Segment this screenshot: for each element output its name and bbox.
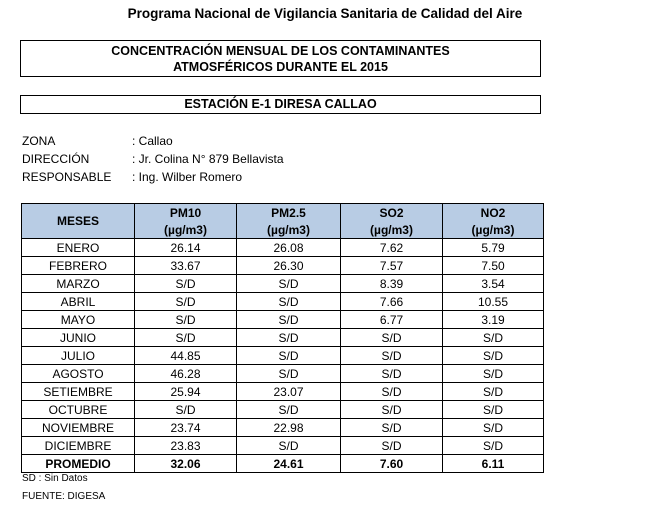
- header-so2: SO2: [341, 204, 443, 222]
- month-cell: OCTUBRE: [22, 401, 135, 419]
- source-note: FUENTE: DIGESA: [22, 491, 106, 502]
- value-cell: 23.83: [135, 437, 237, 455]
- value-cell: 32.06: [135, 455, 237, 473]
- concentration-table: [21, 203, 544, 473]
- value-cell: 23.07: [237, 383, 341, 401]
- report-title-box: [20, 40, 541, 77]
- value-cell: S/D: [237, 293, 341, 311]
- value-cell: 22.98: [237, 419, 341, 437]
- value-cell: 8.39: [341, 275, 443, 293]
- month-cell: JULIO: [22, 347, 135, 365]
- value-cell: S/D: [237, 437, 341, 455]
- header-pm25: PM2.5: [237, 204, 341, 222]
- value-cell: 6.77: [341, 311, 443, 329]
- value-cell: S/D: [341, 365, 443, 383]
- station-title: ESTACIÓN E-1 DIRESA CALLAO: [20, 95, 541, 114]
- value-cell: 44.85: [135, 347, 237, 365]
- table-row: [22, 401, 544, 419]
- month-cell: ABRIL: [22, 293, 135, 311]
- unit-pm10: (µg/m3): [135, 221, 237, 239]
- value-cell: S/D: [443, 347, 544, 365]
- value-cell: S/D: [135, 401, 237, 419]
- report-title-line2: ATMOSFÉRICOS DURANTE EL 2015: [173, 60, 388, 74]
- program-title: Programa Nacional de Vigilancia Sanitaria de Calidad del Aire: [127, 6, 523, 21]
- info-value: : Callao: [132, 134, 173, 148]
- table-row: [22, 347, 544, 365]
- value-cell: S/D: [443, 383, 544, 401]
- table-row: [22, 239, 544, 257]
- value-cell: 23.74: [135, 419, 237, 437]
- month-cell: FEBRERO: [22, 257, 135, 275]
- month-cell: JUNIO: [22, 329, 135, 347]
- value-cell: 46.28: [135, 365, 237, 383]
- value-cell: S/D: [341, 347, 443, 365]
- value-cell: S/D: [443, 365, 544, 383]
- value-cell: S/D: [135, 311, 237, 329]
- value-cell: S/D: [237, 311, 341, 329]
- value-cell: 25.94: [135, 383, 237, 401]
- value-cell: S/D: [237, 365, 341, 383]
- table-row: [22, 365, 544, 383]
- info-label: DIRECCIÓN: [22, 152, 90, 166]
- average-row: [22, 455, 544, 473]
- month-cell: SETIEMBRE: [22, 383, 135, 401]
- month-cell: ENERO: [22, 239, 135, 257]
- value-cell: 26.30: [237, 257, 341, 275]
- month-cell: PROMEDIO: [22, 455, 135, 473]
- month-cell: AGOSTO: [22, 365, 135, 383]
- table-row: [22, 329, 544, 347]
- table-header-row: [22, 204, 544, 222]
- value-cell: S/D: [341, 383, 443, 401]
- value-cell: S/D: [135, 275, 237, 293]
- table-row: [22, 275, 544, 293]
- value-cell: 26.08: [237, 239, 341, 257]
- value-cell: 7.60: [341, 455, 443, 473]
- month-cell: DICIEMBRE: [22, 437, 135, 455]
- unit-pm25: (µg/m3): [237, 221, 341, 239]
- value-cell: 5.79: [443, 239, 544, 257]
- value-cell: S/D: [237, 347, 341, 365]
- value-cell: S/D: [341, 329, 443, 347]
- value-cell: 7.66: [341, 293, 443, 311]
- header-no2: NO2: [443, 204, 544, 222]
- info-value: : Jr. Colina N° 879 Bellavista: [132, 152, 284, 166]
- value-cell: 7.50: [443, 257, 544, 275]
- unit-so2: (µg/m3): [341, 221, 443, 239]
- value-cell: S/D: [237, 275, 341, 293]
- value-cell: 7.62: [341, 239, 443, 257]
- info-row-responsable: [22, 168, 284, 186]
- month-cell: MARZO: [22, 275, 135, 293]
- table-row: [22, 311, 544, 329]
- value-cell: S/D: [341, 419, 443, 437]
- value-cell: 24.61: [237, 455, 341, 473]
- value-cell: 10.55: [443, 293, 544, 311]
- value-cell: S/D: [443, 419, 544, 437]
- month-cell: NOVIEMBRE: [22, 419, 135, 437]
- value-cell: S/D: [341, 437, 443, 455]
- info-label: RESPONSABLE: [22, 170, 112, 184]
- unit-no2: (µg/m3): [443, 221, 544, 239]
- report-title-line1: CONCENTRACIÓN MENSUAL DE LOS CONTAMINANTES: [111, 44, 450, 58]
- table-row: [22, 257, 544, 275]
- value-cell: S/D: [135, 329, 237, 347]
- info-row-direccion: [22, 150, 284, 168]
- value-cell: 3.54: [443, 275, 544, 293]
- header-meses: MESES: [22, 204, 135, 239]
- header-pm10: PM10: [135, 204, 237, 222]
- info-value: : Ing. Wilber Romero: [132, 170, 243, 184]
- value-cell: 7.57: [341, 257, 443, 275]
- table-row: [22, 437, 544, 455]
- info-label: ZONA: [22, 134, 56, 148]
- month-cell: MAYO: [22, 311, 135, 329]
- value-cell: 33.67: [135, 257, 237, 275]
- footnote-sd: SD : Sin Datos: [22, 473, 88, 484]
- value-cell: S/D: [443, 437, 544, 455]
- value-cell: S/D: [443, 329, 544, 347]
- value-cell: S/D: [237, 329, 341, 347]
- value-cell: S/D: [443, 401, 544, 419]
- value-cell: 26.14: [135, 239, 237, 257]
- station-info: [22, 132, 284, 186]
- value-cell: 6.11: [443, 455, 544, 473]
- table-row: [22, 419, 544, 437]
- value-cell: S/D: [341, 401, 443, 419]
- value-cell: S/D: [135, 293, 237, 311]
- table-row: [22, 293, 544, 311]
- value-cell: S/D: [237, 401, 341, 419]
- value-cell: 3.19: [443, 311, 544, 329]
- table-row: [22, 383, 544, 401]
- info-row-zona: [22, 132, 284, 150]
